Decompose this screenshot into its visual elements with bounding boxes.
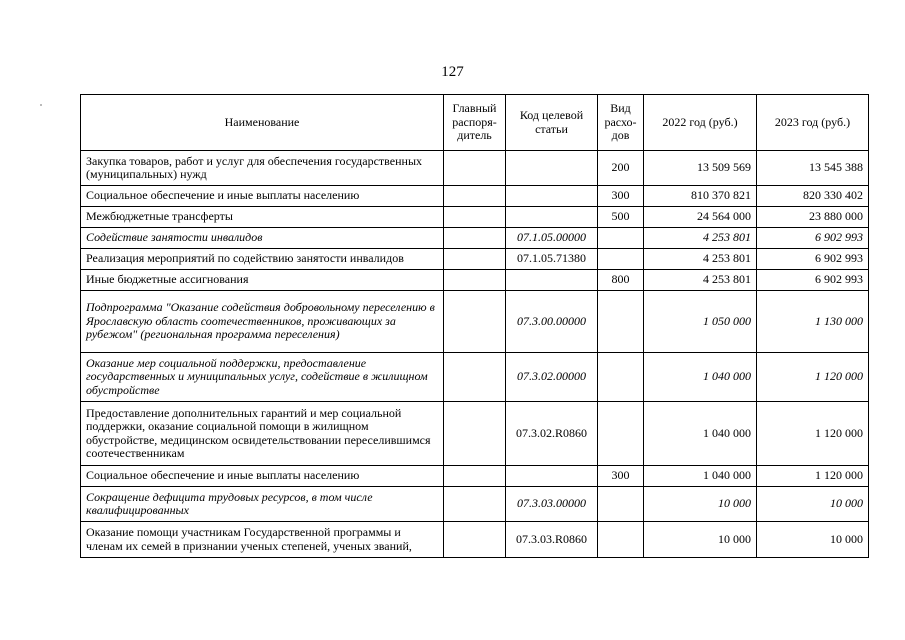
cell-2022: 4 253 801 bbox=[644, 270, 757, 291]
cell-admin bbox=[444, 151, 506, 186]
cell-admin bbox=[444, 487, 506, 522]
cell-name: Оказание помощи участникам Государственной программы и членам их семей в признании ученых степеней, ученых званий, bbox=[81, 522, 444, 558]
cell-type: 300 bbox=[598, 186, 644, 207]
cell-name: Социальное обеспечение и иные выплаты населению bbox=[81, 186, 444, 207]
cell-type bbox=[598, 522, 644, 558]
table-row bbox=[81, 291, 869, 353]
cell-admin bbox=[444, 522, 506, 558]
cell-code: 07.3.02.00000 bbox=[506, 353, 598, 402]
cell-type bbox=[598, 402, 644, 466]
table-header bbox=[81, 95, 869, 151]
cell-code: 07.3.03.R0860 bbox=[506, 522, 598, 558]
cell-admin bbox=[444, 466, 506, 487]
cell-code bbox=[506, 207, 598, 228]
cell-code bbox=[506, 270, 598, 291]
cell-2022: 1 040 000 bbox=[644, 402, 757, 466]
cell-type: 800 bbox=[598, 270, 644, 291]
cell-type: 300 bbox=[598, 466, 644, 487]
cell-type: 200 bbox=[598, 151, 644, 186]
cell-name: Сокращение дефицита трудовых ресурсов, в том числе квалифицированных bbox=[81, 487, 444, 522]
cell-2022: 13 509 569 bbox=[644, 151, 757, 186]
cell-name: Подпрограмма "Оказание содействия добровольному переселению в Ярославскую область соотечественников, проживающих за рубежом" (региональная программа переселения) bbox=[81, 291, 444, 353]
cell-2022: 10 000 bbox=[644, 487, 757, 522]
cell-name: Иные бюджетные ассигнования bbox=[81, 270, 444, 291]
cell-name: Предоставление дополнительных гарантий и мер социальной поддержки, оказание социальной помощи в жилищном обустройстве, медицинском освидетельствовании переселившимся соотечественникам bbox=[81, 402, 444, 466]
cell-type bbox=[598, 487, 644, 522]
cell-type bbox=[598, 249, 644, 270]
cell-2022: 1 050 000 bbox=[644, 291, 757, 353]
cell-2022: 1 040 000 bbox=[644, 353, 757, 402]
table-row bbox=[81, 466, 869, 487]
cell-type bbox=[598, 291, 644, 353]
cell-admin bbox=[444, 353, 506, 402]
cell-2023: 820 330 402 bbox=[757, 186, 869, 207]
table-row bbox=[81, 487, 869, 522]
table-row bbox=[81, 186, 869, 207]
cell-type: 500 bbox=[598, 207, 644, 228]
cell-code: 07.3.03.00000 bbox=[506, 487, 598, 522]
cell-2022: 4 253 801 bbox=[644, 249, 757, 270]
header-name: Наименование bbox=[81, 95, 444, 151]
cell-code: 07.1.05.00000 bbox=[506, 228, 598, 249]
cell-code: 07.3.02.R0860 bbox=[506, 402, 598, 466]
cell-code: 07.3.00.00000 bbox=[506, 291, 598, 353]
cell-admin bbox=[444, 402, 506, 466]
cell-admin bbox=[444, 291, 506, 353]
cell-2022: 810 370 821 bbox=[644, 186, 757, 207]
cell-admin bbox=[444, 270, 506, 291]
cell-name: Социальное обеспечение и иные выплаты населению bbox=[81, 466, 444, 487]
cell-name: Реализация мероприятий по содействию занятости инвалидов bbox=[81, 249, 444, 270]
cell-name: Оказание мер социальной поддержки, предоставление государственных и муниципальных услуг, содействие в жилищном обустройстве bbox=[81, 353, 444, 402]
table-row bbox=[81, 402, 869, 466]
cell-admin bbox=[444, 186, 506, 207]
header-row bbox=[81, 95, 869, 151]
cell-2022: 1 040 000 bbox=[644, 466, 757, 487]
cell-2023: 1 130 000 bbox=[757, 291, 869, 353]
cell-admin bbox=[444, 228, 506, 249]
budget-table bbox=[80, 94, 869, 558]
cell-2023: 6 902 993 bbox=[757, 249, 869, 270]
header-2022: 2022 год (руб.) bbox=[644, 95, 757, 151]
table-row bbox=[81, 151, 869, 186]
table-row bbox=[81, 270, 869, 291]
cell-2023: 1 120 000 bbox=[757, 402, 869, 466]
cell-2023: 23 880 000 bbox=[757, 207, 869, 228]
cell-2022: 4 253 801 bbox=[644, 228, 757, 249]
cell-admin bbox=[444, 249, 506, 270]
cell-name: Содействие занятости инвалидов bbox=[81, 228, 444, 249]
header-admin: Главный распоря-дитель bbox=[444, 95, 506, 151]
header-code: Код целевой статьи bbox=[506, 95, 598, 151]
cell-2023: 1 120 000 bbox=[757, 353, 869, 402]
cell-2023: 13 545 388 bbox=[757, 151, 869, 186]
cell-code: 07.1.05.71380 bbox=[506, 249, 598, 270]
cell-2022: 10 000 bbox=[644, 522, 757, 558]
table-body bbox=[81, 151, 869, 558]
table-row bbox=[81, 249, 869, 270]
cell-type bbox=[598, 228, 644, 249]
cell-2023: 10 000 bbox=[757, 487, 869, 522]
cell-name: Межбюджетные трансферты bbox=[81, 207, 444, 228]
table-row bbox=[81, 522, 869, 558]
table-row bbox=[81, 207, 869, 228]
scan-dot bbox=[40, 104, 42, 106]
cell-2023: 10 000 bbox=[757, 522, 869, 558]
cell-name: Закупка товаров, работ и услуг для обеспечения государственных (муниципальных) нужд bbox=[81, 151, 444, 186]
table-row bbox=[81, 353, 869, 402]
cell-admin bbox=[444, 207, 506, 228]
cell-2023: 6 902 993 bbox=[757, 228, 869, 249]
cell-code bbox=[506, 466, 598, 487]
cell-code bbox=[506, 186, 598, 207]
cell-2022: 24 564 000 bbox=[644, 207, 757, 228]
table-row bbox=[81, 228, 869, 249]
cell-type bbox=[598, 353, 644, 402]
header-type: Вид расхо-дов bbox=[598, 95, 644, 151]
page-number: 127 bbox=[441, 64, 464, 80]
cell-code bbox=[506, 151, 598, 186]
cell-2023: 6 902 993 bbox=[757, 270, 869, 291]
cell-2023: 1 120 000 bbox=[757, 466, 869, 487]
header-2023: 2023 год (руб.) bbox=[757, 95, 869, 151]
